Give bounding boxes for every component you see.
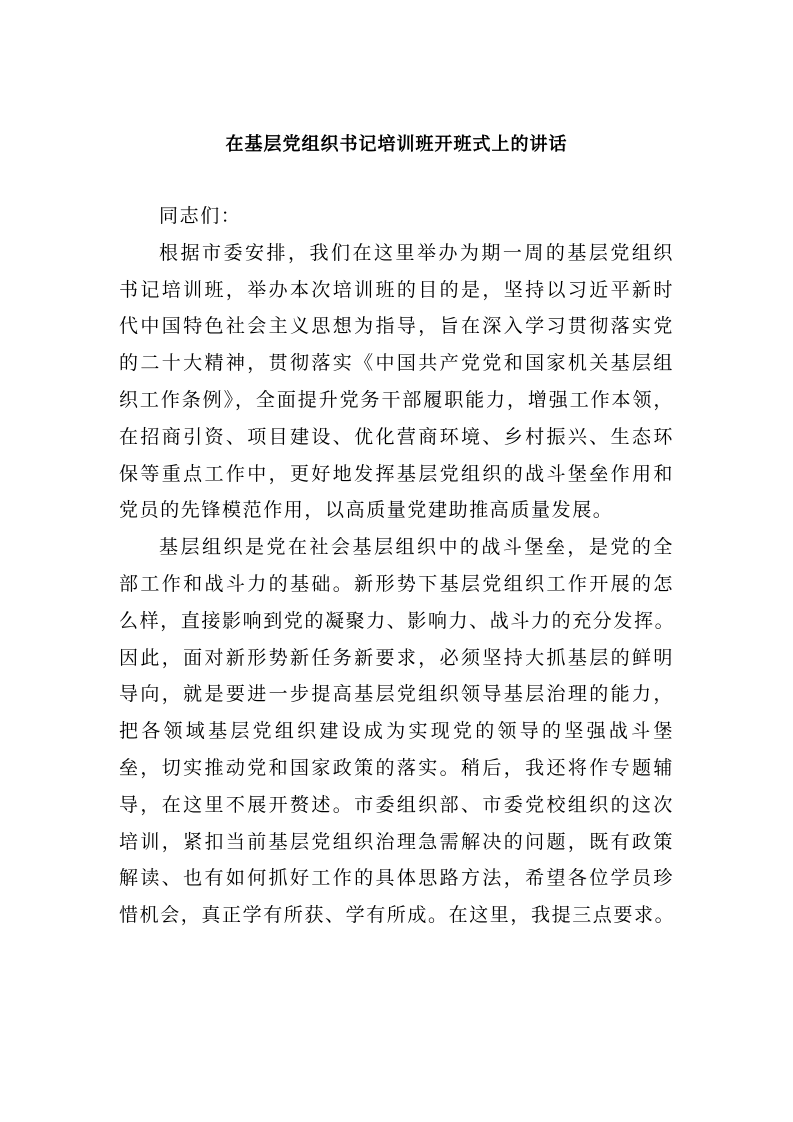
document-body bbox=[119, 198, 674, 934]
paragraph-line: 部工作和战斗力的基础。新形势下基层党组织工作开展的怎 bbox=[119, 572, 674, 595]
paragraph-line: 培训，紧扣当前基层党组织治理急需解决的问题，既有政策 bbox=[119, 830, 674, 853]
paragraph-line: 导向，就是要进一步提高基层党组织领导基层治理的能力， bbox=[119, 683, 674, 706]
paragraph-line: 基层组织是党在社会基层组织中的战斗堡垒，是党的全 bbox=[159, 536, 674, 559]
paragraph-line: 么样，直接影响到党的凝聚力、影响力、战斗力的充分发挥。 bbox=[119, 609, 676, 632]
paragraph-line: 因此，面对新形势新任务新要求，必须坚持大抓基层的鲜明 bbox=[119, 646, 674, 669]
paragraph-line: 党员的先锋模范作用，以高质量党建助推高质量发展。 bbox=[119, 499, 614, 522]
paragraph-line: 垒，切实推动党和国家政策的落实。稍后，我还将作专题辅 bbox=[119, 756, 674, 779]
paragraph-line: 惜机会，真正学有所获、学有所成。在这里，我提三点要求。 bbox=[119, 904, 676, 927]
paragraph-line: 把各领域基层党组织建设成为实现党的领导的坚强战斗堡 bbox=[119, 720, 674, 743]
paragraph-line: 保等重点工作中，更好地发挥基层党组织的战斗堡垒作用和 bbox=[119, 462, 674, 485]
paragraph-line: 书记培训班，举办本次培训班的目的是，坚持以习近平新时 bbox=[119, 278, 674, 301]
document-title: 在基层党组织书记培训班开班式上的讲话 bbox=[225, 134, 568, 155]
paragraph-line: 导，在这里不展开赘述。市委组织部、市委党校组织的这次 bbox=[119, 793, 674, 816]
paragraph-line: 根据市委安排，我们在这里举办为期一周的基层党组织 bbox=[159, 241, 674, 264]
paragraph-line: 织工作条例》，全面提升党务干部履职能力，增强工作本领， bbox=[119, 388, 674, 411]
paragraph-line: 解读、也有如何抓好工作的具体思路方法，希望各位学员珍 bbox=[119, 867, 674, 890]
salutation bbox=[119, 198, 674, 235]
paragraph-line: 的二十大精神，贯彻落实《中国共产党党和国家机关基层组 bbox=[119, 352, 674, 375]
paragraph-1 bbox=[119, 235, 674, 529]
paragraph-line: 代中国特色社会主义思想为指导，旨在深入学习贯彻落实党 bbox=[119, 315, 674, 338]
salutation-text: 同志们： bbox=[159, 205, 242, 227]
paragraph-line: 在招商引资、项目建设、优化营商环境、乡村振兴、生态环 bbox=[119, 425, 674, 448]
paragraph-2 bbox=[119, 529, 674, 934]
